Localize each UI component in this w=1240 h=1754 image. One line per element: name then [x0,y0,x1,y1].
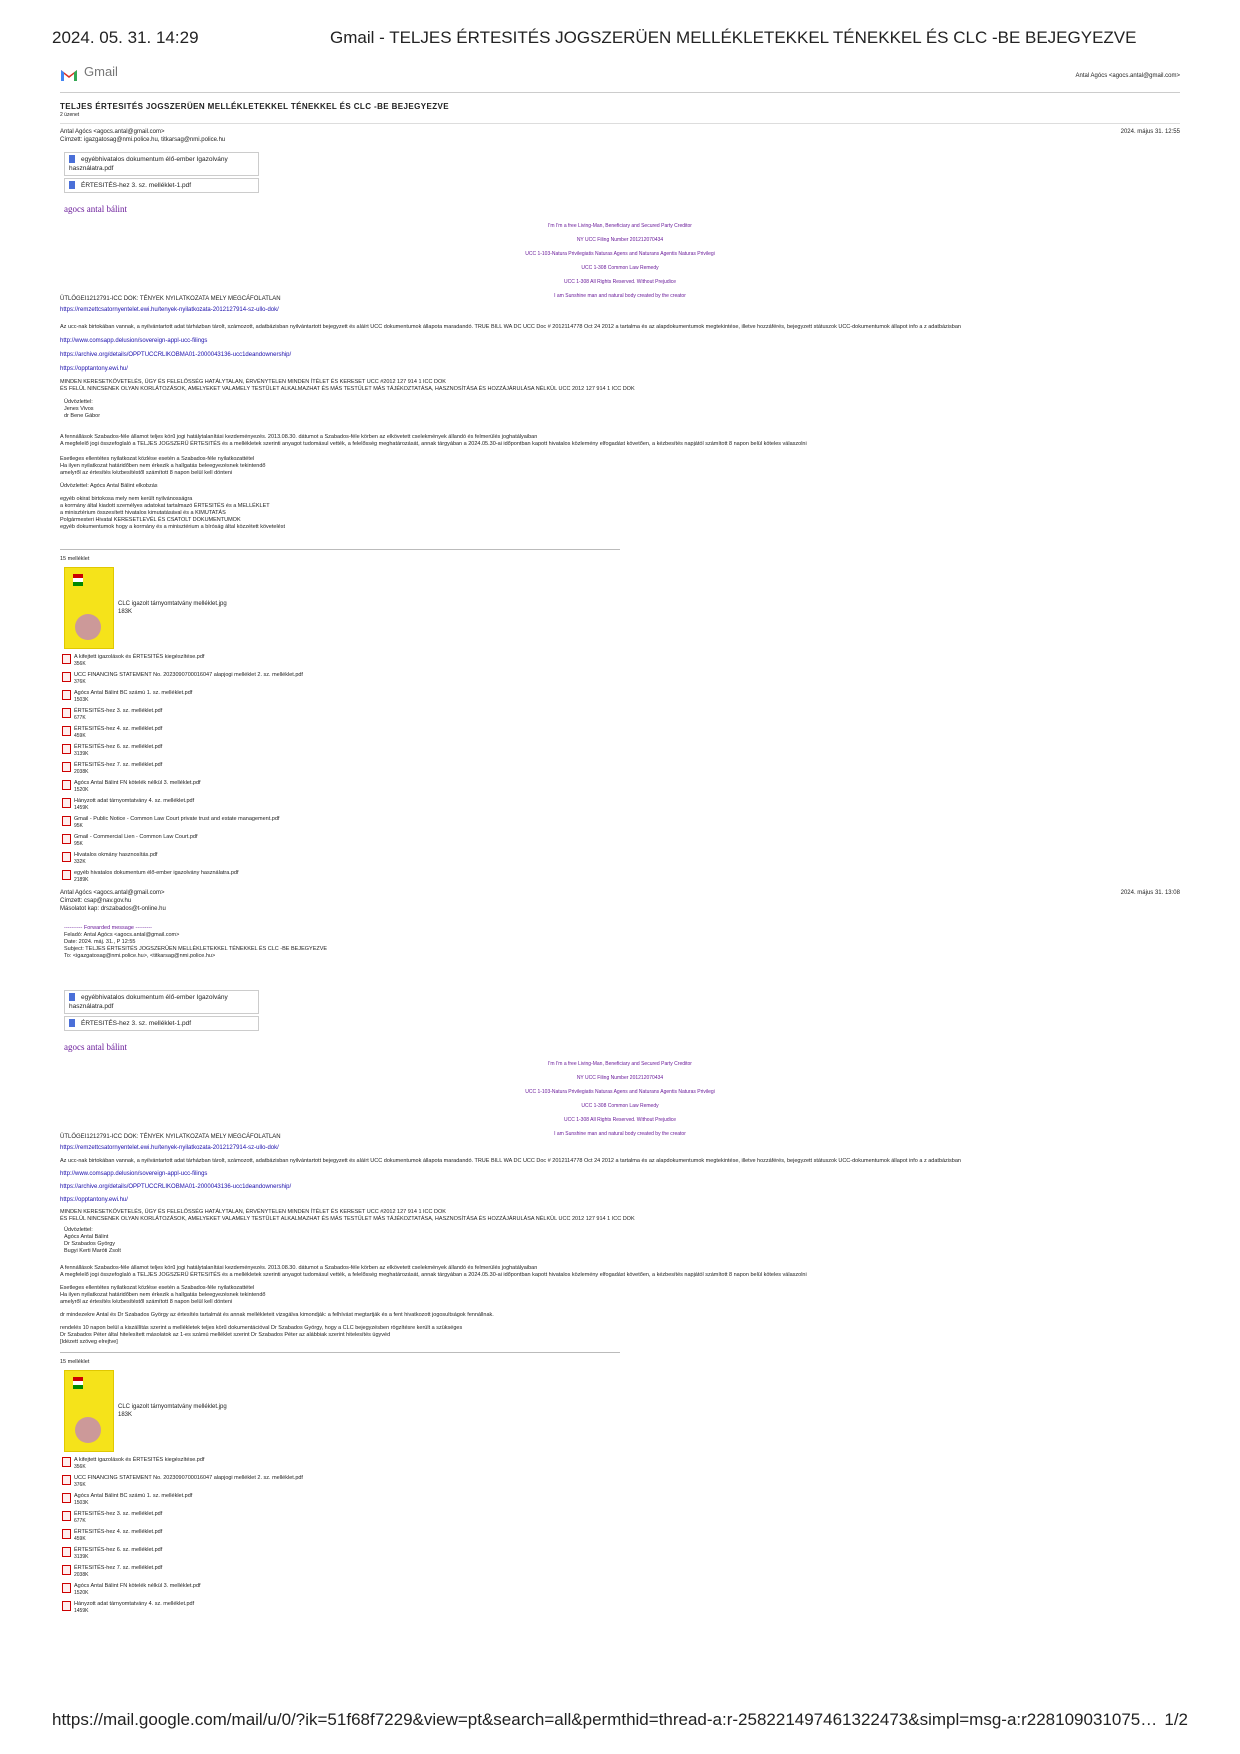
body-paragraph: dr mindezekre Antal és Dr Szabados György az értesítés tartalmát és annak mellékleteit vizsgálva kimondják: a felhívást megtartják és a fent hivatkozott jogosultságok fennállnak. [60,1312,494,1318]
pdf-icon [62,798,71,808]
message-from: Antal Agócs <agocs.antal@gmail.com> [60,129,165,135]
page-number: 1/2 [1164,1710,1188,1729]
body-paragraph: Dr Szabados Péter által hitelesített másolatok az 1-es számú melléklet szerint Dr Szabados Péter az alábbiak szerint hitelesítés ügyvéd [60,1332,391,1338]
email-content [60,66,1180,1618]
message-to: Címzett: csap@nav.gov.hu [60,898,132,904]
account-email: Antal Agócs <agocs.antal@gmail.com> [1075,73,1180,79]
attachment-item[interactable]: ÉRTESITÉS-hez 4. sz. melléklet.pdf 459K [62,725,1180,743]
attachment-list [60,1456,1180,1618]
body-signoff: Üdvözlettel: Agócs Antal Bálint elkobzás [60,483,158,489]
message-header [60,128,1180,144]
body-notice: amelyről az értesítés kézbesítéstől számított 8 napon belül kell dönteni [60,1299,233,1305]
attachment-item[interactable]: Gmail - Public Notice - Common Law Court private trust and estate management.pdf 95K [62,815,1180,833]
pdf-icon [62,1511,71,1521]
signoff-block: Üdvözlettel: Jenes Vivos dr Bene Gábor [64,399,101,419]
divider [60,123,1180,124]
body-link[interactable]: http://www.comsapp.delusion/sovereign-appl-ucc-filings [60,1171,208,1177]
image-attachment[interactable]: CLC igazolt tárnyomtatvány melléklet.jpg 183K [60,1366,1180,1456]
pdf-icon [62,870,71,880]
pdf-icon [62,816,71,826]
body-paragraph: rendelés 10 napon belül a kiszállítás szerint a mellékletek teljes körű dokumentációval Dr Szabados György, hogy a CLC bejegyzésben rögzítésre került a szükséges [60,1325,463,1331]
pdf-icon [62,1565,71,1575]
body-heading: ÜTLÖGEI1212791-ICC DOK: TÉNYEK NYILATKOZATA MELY MEGCÁFOLATLAN [60,296,281,302]
pdf-icon [62,708,71,718]
signoff-block: Üdvözlettel: Agócs Antal Bálint Dr Szabados György Bugyi Kerti Maróti Zsolt [64,1227,121,1254]
body-caps: ÉS FELÜL NINCSENEK OLYAN KORLÁTOZÁSOK, AMELYEKET VALAMELY TESTÜLET ALKALMAZHAT ÉS MÁS TESTÜLET MÁS TÁJÉKOZTATÁSA, HASZNOSÍTÁSA ÉS HOZZÁJÁRULÁSA NÉLKÜL UCC 2012 127 914 1 ICC DOK [60,386,635,392]
attachment-item[interactable]: ÉRTESITÉS-hez 6. sz. melléklet.pdf 3139K [62,743,1180,761]
body-list: Esetleges ellentétes nyilatkozat közlése esetén a Szabados-féle nyilatkozattétel Ha ilyen nyilatkozat határidőben nem érkezik a hallgatás beleegyezésnek tekintendő amelyről az értesítés kézbesítéstől számított 8 napon belül kell dönteni [60,456,266,476]
thread-subject: TELJES ÉRTESITÉS JOGSZERÜEN MELLÉKLETEKKEL TÉNEKKEL ÉS CLC -BE BEJEGYEZVE [60,102,449,111]
pdf-icon [62,1529,71,1539]
divider [60,1352,620,1353]
body-link[interactable]: https://remzettcsatornyentelet.ewi.hu/tenyek-nyilatkozata-2012127914-sz-ullo-dok/ [60,1145,279,1151]
message-date: 2024. május 31. 12:55 [1120,129,1180,135]
inline-attachment[interactable]: ÉRTESITÉS-hez 3. sz. melléklet-1.pdf [64,178,259,193]
attachment-item[interactable]: Agócs Antal Bálint BC számú 1. sz. melléklet.pdf 1503K [62,1492,1180,1510]
file-icon [69,993,75,1001]
attachment-item[interactable]: Agócs Antal Bálint FN kötelék nélkül 3. melléklet.pdf 1520K [62,1582,1180,1600]
body-caps: MINDEN KERESETKÖVETELÉS, ÜGY ÉS FELELŐSSÉG HATÁLYTALAN, ÉRVÉNYTELEN MINDEN ÍTÉLET ÉS KERESET UCC #2012 127 914 1 ICC DOK [60,379,446,385]
attachments-count: 15 melléklet [60,556,90,562]
inline-attachment[interactable]: egyébhivatalos dokumentum élő-ember Igazolvány használatra.pdf [64,152,259,176]
attachments-count: 15 melléklet [60,1359,90,1365]
print-title: Gmail - TELJES ÉRTESITÉS JOGSZERÜEN MELLÉKLETEKKEL TÉNEKKEL ÉS CLC -BE BEJEGYEZVE [330,28,1137,47]
pdf-icon [62,726,71,736]
print-footer [52,1710,1188,1734]
image-attachment[interactable]: CLC igazolt tárnyomtatvány melléklet.jpg 183K [60,563,1180,653]
pdf-icon [62,1547,71,1557]
gmail-logo-icon [60,68,78,82]
message-date: 2024. május 31. 13:08 [1120,890,1180,896]
file-icon [69,181,75,189]
pdf-icon [62,1601,71,1611]
attachment-item[interactable]: UCC FINANCING STATEMENT No. 2023090700016047 alapjogi melléklet 2. sz. melléklet.pdf 376K [62,1474,1180,1492]
body-notice: Esetleges ellentétes nyilatkozat közlése esetén a Szabados-féle nyilatkozattétel [60,1285,255,1291]
attachment-item[interactable]: Hányzott adat tárnyomtatvány 4. sz. melléklet.pdf 1459K [62,1600,1180,1618]
body-list: egyéb okirat birtokosa mely nem került nyilvánosságra a kormány által kiadott személyes adatokat tartalmazó ÉRTESITÉS és a MELLÉKLET a minisztérium összesített hivatalos kimutatásával és a KIMUTATÁS Polgármesteri Hivatal KERESETLEVÉL ÉS CSATOLT DOKUMENTUMOK egyéb dokumentumok hogy a kormány és a minisztérium a bíróság által közzétett követelést [60,496,286,530]
attachment-item[interactable]: Agócs Antal Bálint BC számú 1. sz. melléklet.pdf 1503K [62,689,1180,707]
body-paragraph: Az ucc-nak birtokában vannak, a nyilvántartott adat tárházban tárolt, számozott, adatbázisban nyilvántartott bejegyzett és aláírt UCC dokumentumok állapota maradandó. TRUE BILL WA DC UCC Doc # 2012114778 Oct 24 2012 a tartalma és az alapdokumentumok megtekintése, illetve hozzáférés, bejegyzett státuszok UCC-dokumentumok állapot info a z adatbázisban [60,324,961,330]
body-notice: A megfelelő jogi összefoglaló a TELJES JOGSZERÜ ÉRTESITÉS és a mellékletek szerinti anyagot tudomásul vették, a felelősség meghatározását, annak tárgyában a 2024.05.30-ai időpontban kapott hivatalos közlemény elfogadást követően, a kézbesítés napjától számított 8 napon belül köteles válaszolni [60,1272,807,1278]
attachment-item[interactable]: ÉRTESITÉS-hez 6. sz. melléklet.pdf 3139K [62,1546,1180,1564]
signature-block: I'm I'm a free Living-Man, Beneficiary and Secured Party Creditor NY UCC Filing Number 201212070434 UCC 1-103-Natura Privilegiatis Naturas Agens and Naturans Agentis Naturas Privilegi UCC 1-308 Common Law Remedy UCC 1-308 All Rights Reserved. Without Prejudice I am Sunshine man and natural body created by the creator [525,1061,715,1137]
inline-attachment[interactable]: ÉRTESITÉS-hez 3. sz. melléklet-1.pdf [64,1016,259,1031]
pdf-icon [62,1475,71,1485]
body-link[interactable]: https://opptantony.ewi.hu/ [60,366,128,372]
image-thumbnail [64,1370,114,1452]
message-cc: Másolatot kap: drszabados@t-online.hu [60,906,166,912]
pdf-icon [62,852,71,862]
pdf-icon [62,834,71,844]
message-header [60,889,1180,913]
pdf-icon [62,690,71,700]
print-timestamp: 2024. 05. 31. 14:29 [52,28,199,47]
attachment-item[interactable]: Agócs Antal Bálint FN kötelék nélkül 3. melléklet.pdf 1520K [62,779,1180,797]
attachment-item[interactable]: UCC FINANCING STATEMENT No. 2023090700016047 alapjogi melléklet 2. sz. melléklet.pdf 376K [62,671,1180,689]
pdf-icon [62,762,71,772]
pdf-icon [62,744,71,754]
pdf-icon [62,780,71,790]
gmail-bar [60,66,1180,93]
signature-name: agocs antal bálint [64,204,127,214]
pdf-icon [62,654,71,664]
attachment-item[interactable]: A kifejtett igazolások és ÉRTESITÉS kiegészítése.pdf 356K [62,653,1180,671]
attachment-item[interactable]: ÉRTESITÉS-hez 4. sz. melléklet.pdf 459K [62,1528,1180,1546]
body-notice: Ha ilyen nyilatkozat határidőben nem érkezik a hallgatás beleegyezésnek tekintendő [60,1292,266,1298]
body-heading: ÜTLÖGEI1212791-ICC DOK: TÉNYEK NYILATKOZATA MELY MEGCÁFOLATLAN [60,1134,281,1140]
print-header [52,28,1188,52]
pdf-icon [62,1583,71,1593]
signature-block: I'm I'm a free Living-Man, Beneficiary and Secured Party Creditor NY UCC Filing Number 201212070434 UCC 1-103-Natura Privilegiatis Naturas Agens and Naturans Agentis Naturas Privilegi UCC 1-308 Common Law Remedy UCC 1-308 All Rights Reserved. Without Prejudice I am Sunshine man and natural body created by the creator [525,223,715,299]
body-link[interactable]: https://archive.org/details/OPPTUCCRLIKOBMA01-2000043136-ucc1deandownership/ [60,352,292,358]
forwarded-block: ---------- Forwarded message --------- Feladó: Antal Agócs <agocs.antal@gmail.com> Date: 2024. máj. 31., P 12:55 Subject: TELJES ÉRTESITÉS JOGSZERÜEN MELLÉKLETEKKEL TÉNEKKEL ÉS CLC -BE BEJEGYEZVE To: <igazgatosag@nmi.police.hu>, <titkarsag@nmi.police.hu> [64,925,1180,960]
body-link[interactable]: http://www.comsapp.delusion/sovereign-appl-ucc-filings [60,338,208,344]
body-caps: MINDEN KERESETKÖVETELÉS, ÜGY ÉS FELELŐSSÉG HATÁLYTALAN, ÉRVÉNYTELEN MINDEN ÍTÉLET ÉS KERESET UCC #2012 127 914 1 ICC DOK [60,1209,446,1215]
attachment-item[interactable]: egyéb hivatalos dokumentum élő-ember igazolvány használatra.pdf 2189K [62,869,1180,887]
body-notice: A fennállások Szabados-féle államot teljes körű jogi hatálytalanítási kezdeményezés. 2013.08.30. dátumot a Szabados-féle körben az elkövetett cselekmények állandó és felmerülés joghatályaiban [60,1265,538,1271]
attachment-item[interactable]: Gmail - Commercial Lien - Common Law Court.pdf 95K [62,833,1180,851]
attachment-list [60,653,1180,887]
body-caps: ÉS FELÜL NINCSENEK OLYAN KORLÁTOZÁSOK, AMELYEKET VALAMELY TESTÜLET ALKALMAZHAT ÉS MÁS TESTÜLET MÁS TÁJÉKOZTATÁSA, HASZNOSÍTÁSA ÉS HOZZÁJÁRULÁSA NÉLKÜL UCC 2012 127 914 1 ICC DOK [60,1216,635,1222]
file-icon [69,1019,75,1027]
attachment-item[interactable]: Hivatalos okmány hasznosítás.pdf 332K [62,851,1180,869]
signature-name: agocs antal bálint [64,1042,127,1052]
gmail-logo-text: Gmail [84,64,118,79]
attachment-item[interactable]: ÉRTESITÉS-hez 7. sz. melléklet.pdf 2038K [62,1564,1180,1582]
body-notice: A fennállások Szabados-féle államot teljes körű jogi hatálytalanítási kezdeményezés. 2013.08.30. dátumot a Szabados-féle körben az elkövetett cselekmények állandó és felmerülés joghatályaiban [60,434,538,440]
file-icon [69,155,75,163]
quoted-text-toggle[interactable]: [Idézett szöveg elrejtve] [60,1339,118,1345]
attachment-item[interactable]: ÉRTESITÉS-hez 7. sz. melléklet.pdf 2038K [62,761,1180,779]
print-url: https://mail.google.com/mail/u/0/?ik=51f68f7229&view=pt&search=all&permthid=thread-a:r-258221497461322473&simpl=msg-a:r228109031075… [52,1710,1158,1729]
pdf-icon [62,1457,71,1467]
divider [60,549,620,550]
body-notice: A megfelelő jogi összefoglaló a TELJES JOGSZERÜ ÉRTESITÉS és a mellékletek szerinti anyagot tudomásul vették, a felelősség meghatározását, annak tárgyában a 2024.05.30-ai időpontban kapott hivatalos közlemény elfogadást követően, a kézbesítés napjától számított 8 napon belül köteles válaszolni [60,441,807,447]
body-paragraph: Az ucc-nak birtokában vannak, a nyilvántartott adat tárházban tárolt, számozott, adatbázisban nyilvántartott bejegyzett és aláírt UCC dokumentumok állapota maradandó. TRUE BILL WA DC UCC Doc # 2012114778 Oct 24 2012 a tartalma és az alapdokumentumok megtekintése, illetve hozzáférés, bejegyzett státuszok UCC-dokumentumok állapot info a z adatbázisban [60,1158,961,1164]
attachment-item[interactable]: ÉRTESITÉS-hez 3. sz. melléklet.pdf 677K [62,1510,1180,1528]
body-link[interactable]: https://opptantony.ewi.hu/ [60,1197,128,1203]
inline-attachment[interactable]: egyébhivatalos dokumentum élő-ember Igazolvány használatra.pdf [64,990,259,1014]
attachment-item[interactable]: ÉRTESITÉS-hez 3. sz. melléklet.pdf 677K [62,707,1180,725]
body-link[interactable]: https://archive.org/details/OPPTUCCRLIKOBMA01-2000043136-ucc1deandownership/ [60,1184,292,1190]
message-count: 2 üzenet [60,112,80,118]
pdf-icon [62,1493,71,1503]
image-thumbnail [64,567,114,649]
message-to: Címzett: igazgatosag@nmi.police.hu, titkarsag@nmi.police.hu [60,137,226,143]
message-from: Antal Agócs <agocs.antal@gmail.com> [60,890,165,896]
body-link[interactable]: https://remzettcsatornyentelet.ewi.hu/tenyek-nyilatkozata-2012127914-sz-ullo-dok/ [60,307,279,313]
attachment-item[interactable]: A kifejtett igazolások és ÉRTESITÉS kiegészítése.pdf 356K [62,1456,1180,1474]
attachment-item[interactable]: Hányzott adat tárnyomtatvány 4. sz. melléklet.pdf 1459K [62,797,1180,815]
pdf-icon [62,672,71,682]
forwarded-title: ---------- Forwarded message --------- [64,925,152,931]
